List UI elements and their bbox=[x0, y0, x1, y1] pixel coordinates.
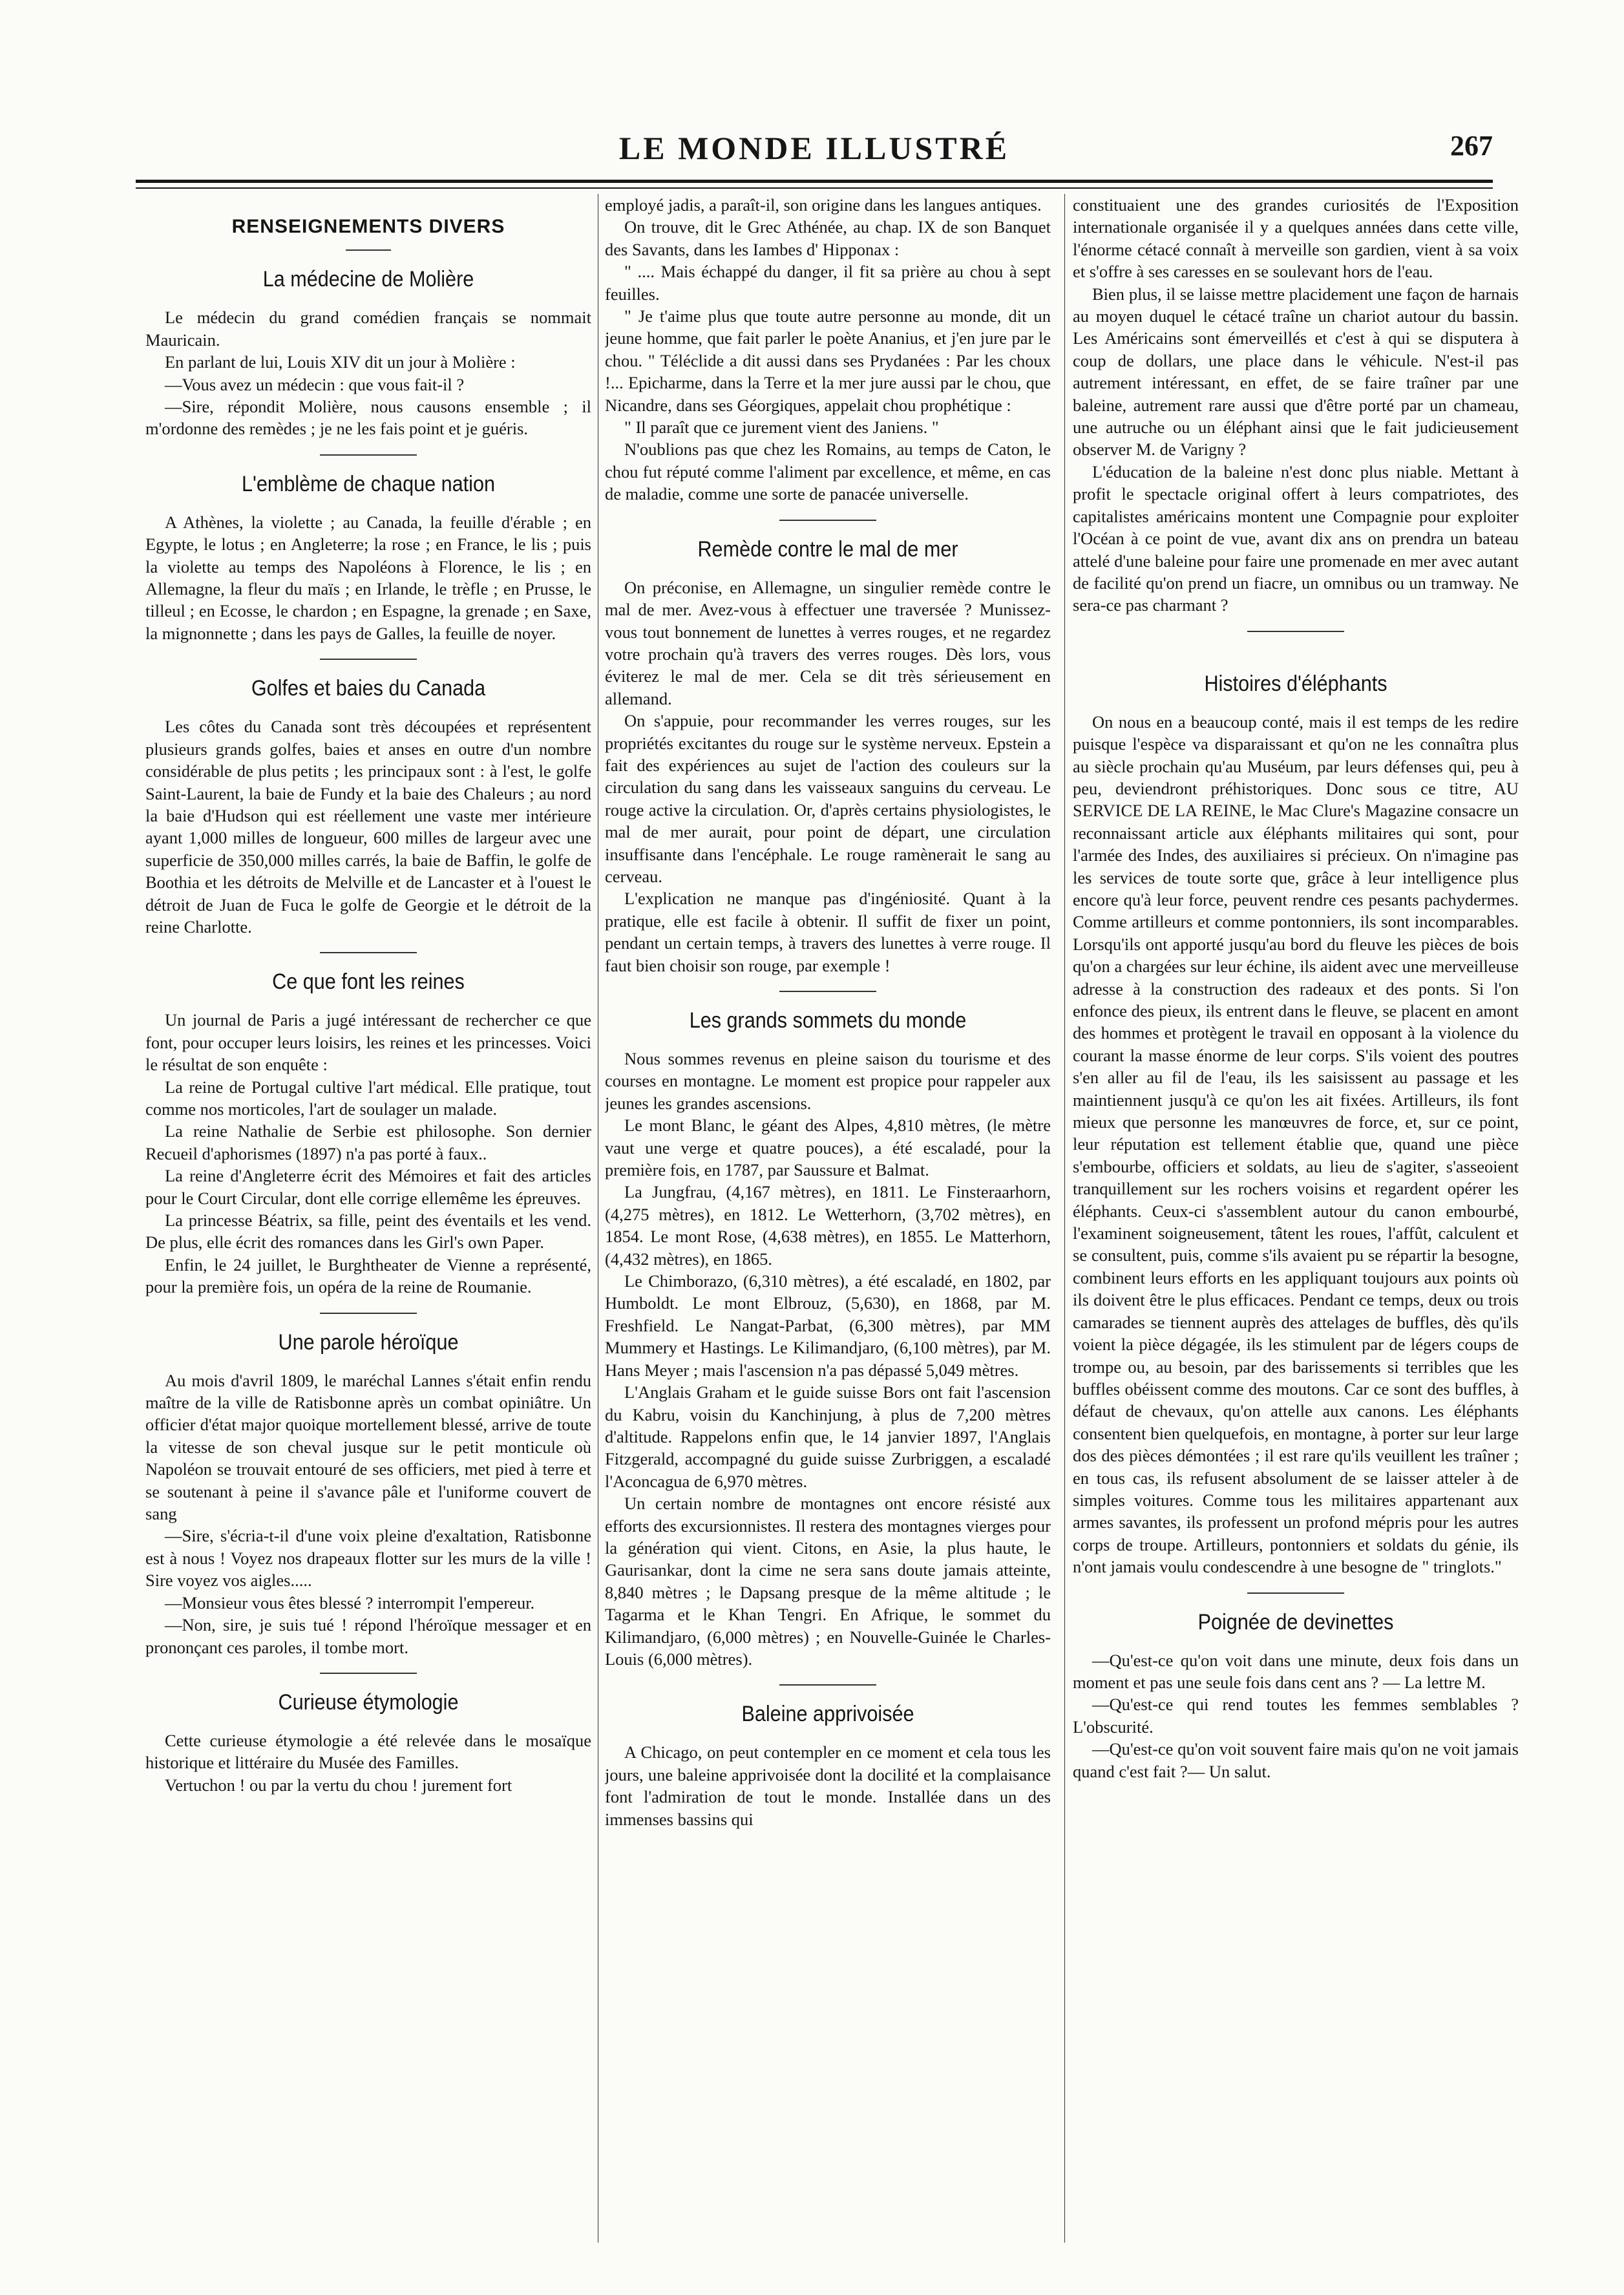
article-title: Poignée de devinettes bbox=[1197, 1609, 1394, 1634]
article-paragraph: L'éducation de la baleine n'est donc plus niable. Mettant à profit le spectacle original offert à leurs compatriotes, des capitalistes américains montent une Compagnie pour exploiter l'Océan à ce point de vue, avant dix ans on prendra un bateau attelé d'une baleine pour faire une promenade en mer avec autant de facilité qu'on prend un fiacre, un omnibus ou un tramway. Ne sera-ce pas charmant ? bbox=[1073, 461, 1519, 615]
article-paragraph: —Qu'est-ce qui rend toutes les femmes semblables ? L'obscurité. bbox=[1073, 1695, 1519, 1737]
article-paragraph: —Monsieur vous êtes blessé ? interrompit l'empereur. bbox=[165, 1592, 535, 1613]
masthead bbox=[136, 129, 1493, 175]
article-paragraph: Bien plus, il se laisse mettre placidement une façon de harnais au moyen duquel le cétacé traîne un chariot autour du bassin. Les Américains sont émerveillés et c'est à qui se disputera à coup de dollars, une place dans le véhicule. N'est-il pas autrement intéressant, en effet, de se faire traîner par une baleine, autrement rare aussi que d'être porté par un chameau, une autruche ou un éléphant ainsi que le fait judicieusement observer M. de Varigny ? bbox=[1073, 284, 1519, 460]
separator bbox=[320, 1673, 417, 1674]
article-title: Remède contre le mal de mer bbox=[697, 536, 958, 562]
article-paragraph: La reine d'Angleterre écrit des Mémoires et fait des articles pour le Court Circular, dont elle corrige ellemême les épreuves. bbox=[145, 1166, 591, 1208]
article-paragraph: Les côtes du Canada sont très découpées et représentent plusieurs grands golfes, baies et anses en outre d'un nombre considérable de plus petits ; les principaux sont : à l'est, le golfe Saint-Laurent, la baie de Fundy et la baie des Chaleurs ; au nord la baie d'Hudson qui est réellement une vaste mer intérieure ayant 1,000 milles de longueur, 600 milles de largeur avec une superficie de 350,000 milles carrés, la baie de Baffin, le golfe de Boothia et les détroits de Melville et de Lancaster et à l'ouest le détroit de Juan de Fuca le golfe de Georgie et le détroit de la reine Charlotte. bbox=[145, 717, 591, 936]
article-title: Ce que font les reines bbox=[272, 969, 465, 995]
column-divider bbox=[1064, 194, 1065, 2243]
article-paragraph: En parlant de lui, Louis XIV dit un jour à Molière : bbox=[165, 352, 516, 372]
article-paragraph: La Jungfrau, (4,167 mètres), en 1811. Le Finsteraarhorn, (4,275 mètres), en 1812. Le Wetterhorn, (3,702 mètres), en 1854. Le mont Rose, (4,638 mètres), en 1855. Le Matterhorn, (4,432 mètres), en 1865. bbox=[605, 1182, 1051, 1269]
article-paragraph: On préconise, en Allemagne, un singulier remède contre le mal de mer. Avez-vous à effectuer une traversée ? Munissez-vous tout bonnement de lunettes à verres rouges, et ne regardez votre prochain qu'à travers des verres rouges. Dès lors, vous éviterez le mal de mer. Cela se dit très sérieusement en allemand. bbox=[605, 577, 1051, 708]
article-paragraph: Un journal de Paris a jugé intéressant de rechercher ce que font, pour occuper leurs loisirs, les reines et les princesses. Voici le résultat de son enquête : bbox=[145, 1010, 591, 1075]
article-paragraph: Un certain nombre de montagnes ont encore résisté aux efforts des excursionnistes. Il restera des montagnes vierges pour la génération qui vient. Citons, en Asie, la plus haute, le Gaurisankar, dont la cime ne sera sans doute jamais atteinte, 8,840 mètres ; le Dapsang presque de la même altitude ; le Tagarma et le Khan Tengri. En Afrique, le sommet du Kilimandjaro, (6,000 mètres) ; en Nouvelle-Guinée le Charles-Louis (6,000 mètres). bbox=[605, 1494, 1051, 1669]
article-paragraph: La reine de Portugal cultive l'art médical. Elle pratique, tout comme nos morticoles, l'art de soulager un malade. bbox=[145, 1077, 591, 1119]
article-paragraph: Nous sommes revenus en pleine saison du tourisme et des courses en montagne. Le moment est propice pour rappeler aux jeunes les grandes ascensions. bbox=[605, 1049, 1051, 1113]
column-1 bbox=[145, 194, 591, 2247]
separator bbox=[320, 659, 417, 660]
article-title: Une parole héroïque bbox=[278, 1329, 459, 1355]
separator bbox=[779, 991, 876, 992]
article-paragraph: Au mois d'avril 1809, le maréchal Lannes s'était enfin rendu maître de la ville de Ratisbonne après un combat opiniâtre. Un officier d'état major quoique mortellement blessé, arrive de toute la vitesse de son cheval jusque sur le petit monticule où Napoléon se trouvait entouré de ses officiers, met pied à terre et se soutenant à peine il s'avance pâle et l'uniforme couvert de sang bbox=[145, 1370, 591, 1524]
masthead-rule-thin bbox=[136, 187, 1493, 189]
masthead-title: LE MONDE ILLUSTRÉ bbox=[618, 130, 1010, 166]
article-paragraph: " .... Mais échappé du danger, il fit sa prière au chou à sept feuilles. bbox=[605, 262, 1051, 304]
article-title: Golfes et baies du Canada bbox=[251, 676, 486, 701]
article-paragraph: Le mont Blanc, le géant des Alpes, 4,810 mètres, (le mètre vaut une verge et quatre pouces), a été escaladé, pour la première fois, en 1787, par Saussure et Balmat. bbox=[605, 1116, 1051, 1180]
article-paragraph: " Il paraît que ce jurement vient des Janiens. " bbox=[624, 418, 939, 438]
article-paragraph: employé jadis, a paraît-il, son origine dans les langues antiques. bbox=[605, 195, 1042, 215]
page-number: 267 bbox=[1450, 130, 1493, 162]
column-2 bbox=[605, 194, 1051, 2247]
separator bbox=[779, 1684, 876, 1686]
article-paragraph: —Qu'est-ce qu'on voit souvent faire mais qu'on ne voit jamais quand c'est fait ?— Un salut. bbox=[1073, 1739, 1519, 1781]
section-title: RENSEIGNEMENTS DIVERS bbox=[231, 216, 505, 237]
article-title: Baleine apprivoisée bbox=[741, 1702, 914, 1727]
article-paragraph: " Je t'aime plus que toute autre personne au monde, dit un jeune homme, que fait parler le poète Ananius, et j'en jure par le chou. " Téléclide a dit aussi dans ses Prydanées : Par les choux !... Epicharme, dans la Terre et la mer jure aussi par le chou, que Nicandre, dans ses Géorgiques, appelait chou prophétique : bbox=[605, 306, 1051, 415]
article-paragraph: —Non, sire, je suis tué ! répond l'héroïque messager et en prononçant ces paroles, il tombe mort. bbox=[145, 1615, 591, 1657]
masthead-rule bbox=[136, 180, 1493, 183]
article-paragraph: —Sire, répondit Molière, nous causons ensemble ; il m'ordonne des remèdes ; je ne les fais point et je guéris. bbox=[145, 397, 591, 439]
article-paragraph: N'oublions pas que chez les Romains, au temps de Caton, le chou fut réputé comme l'aliment par excellence, et même, en cas de maladie, comme une sorte de panacée universelle. bbox=[605, 439, 1051, 504]
separator bbox=[1247, 1592, 1344, 1594]
article-paragraph: A Chicago, on peut contempler en ce moment et cela tous les jours, une baleine apprivoisée dont la docilité et la complaisance font l'admiration de tout le monde. Installée dans un des immenses bassins qui bbox=[605, 1742, 1051, 1829]
article-paragraph: Enfin, le 24 juillet, le Burghtheater de Vienne a représenté, pour la première fois, un opéra de la reine de Roumanie. bbox=[145, 1254, 591, 1297]
article-title: Curieuse étymologie bbox=[278, 1689, 459, 1715]
separator bbox=[320, 952, 417, 953]
article-paragraph: constituaient une des grandes curiosités de l'Exposition internationale organisée il y a quelques années dans cette ville, l'énorme cétacé connaît à merveille son gardien, vient à sa voix et s'offre à ses caresses en se soulevant hors de l'eau. bbox=[1073, 195, 1519, 282]
article-paragraph: —Qu'est-ce qu'on voit dans une minute, deux fois dans un moment et pas une seule fois dans cent ans ? — La lettre M. bbox=[1073, 1650, 1519, 1692]
article-paragraph: On s'appuie, pour recommander les verres rouges, sur les propriétés excitantes du rouge sur le système nerveux. Epstein a fait des expériences au sujet de l'action des couleurs sur la circulation du sang dans les vaisseaux sanguins du cerveau. Le rouge active la circulation. Or, d'après certains physiologistes, le mal de mer aurait, pour point de départ, une circulation insuffisante dans l'encéphale. Le rouge ramènerait le sang au cerveau. bbox=[605, 711, 1051, 886]
article-title: L'emblème de chaque nation bbox=[241, 471, 496, 496]
article-paragraph: La reine Nathalie de Serbie est philosophe. Son dernier Recueil d'aphorismes (1897) n'a pas porté à faux.. bbox=[145, 1121, 591, 1163]
article-paragraph: Le Chimborazo, (6,310 mètres), a été escaladé, en 1802, par Humboldt. Le mont Elbrouz, (5,630), en 1868, par M. Freshfield. Le Nangat-Parbat, (6,300 mètres), par MM Mummery et Hastings. Le Kilimandjaro, (6,100 mètres), par M. Hans Meyer ; mais l'ascension n'a pas dépassé 5,049 mètres. bbox=[605, 1271, 1051, 1380]
article-paragraph: A Athènes, la violette ; au Canada, la feuille d'érable ; en Egypte, le lotus ; en Angleterre; la rose ; en France, le lis ; puis la violette au temps des Napoléons à Florence, le lis ; en Allemagne, la fleur du maïs ; en Irlande, le trèfle ; en Prusse, le tilleul ; en Ecosse, le chardon ; en Espagne, la grenade ; en Saxe, la mignonnette ; dans les pays de Galles, la feuille de noyer. bbox=[145, 512, 591, 643]
article-paragraph: La princesse Béatrix, sa fille, peint des éventails et les vend. De plus, elle écrit des romances dans les Girl's own Paper. bbox=[145, 1211, 591, 1253]
separator bbox=[320, 454, 417, 456]
article-paragraph: L'explication ne manque pas d'ingéniosité. Quant à la pratique, elle est facile à obtenir. Il suffit de fixer un point, pendant un certain temps, à travers des lunettes à verre rouge. Il faut bien choisir son rouge, par exemple ! bbox=[605, 889, 1051, 975]
article-title: La médecine de Molière bbox=[262, 267, 474, 292]
article-title: Les grands sommets du monde bbox=[689, 1008, 967, 1033]
separator bbox=[1247, 631, 1344, 632]
article-paragraph: L'Anglais Graham et le guide suisse Bors ont fait l'ascension du Kabru, voisin du Kanchinjung, à plus de 7,200 mètres d'altitude. Rappelons enfin que, le 14 janvier 1897, l'Anglais Fitzgerald, accompagné du guide suisse Zurbriggen, a escaladé l'Aconcagua de 6,970 mètres. bbox=[605, 1382, 1051, 1491]
article-paragraph: Cette curieuse étymologie a été relevée dans le mosaïque historique et littéraire du Musée des Familles. bbox=[145, 1730, 591, 1773]
article-paragraph: On nous en a beaucoup conté, mais il est temps de les redire puisque l'espèce va disparaissant et qu'on ne les connaîtra plus au siècle prochain qu'au Muséum, par leurs défenses qui, peu à peu, deviendront préhistoriques. Donc sous ce titre, AU SERVICE DE LA REINE, le Mac Clure's Magazine consacre un reconnaissant article aux éléphants militaires qui sont, pour l'armée des Indes, des auxiliaires si précieux. On n'imagine pas les services de toute sorte que, grâce à leur intelligence plus encore qu'à leur force, peuvent rendre ces pesants pachydermes. Comme artilleurs et comme pontonniers, ils sont incomparables. Lorsqu'ils ont apporté jusqu'au bord du fleuve les pièces de bois qu'on a chargées sur leur échine, ils aident avec une merveilleuse adresse à la construction des radeaux et des ponts. Si l'on enfonce des pieux, ils entrent dans le fleuve, se placent en amont des hommes et protègent le travail en opposant à la violence du courant la masse énorme de leur corps. S'ils voient des poutres s'en aller au fil de l'eau, ils les saisissent au passage et les maintiennent jusqu'à ce qu'on les ait fixées. Artilleurs, ils font mieux que personne les manœuvres de force, et, sur ce point, leur réputation est tellement établie que, quand une pièce s'embourbe, officiers et soldats, au lieu de s'agiter, s'asseoient tranquillement sur les rochers voisins et regardent opérer les éléphants. Ceux-ci s'assemblent autour du canon embourbé, l'examinent soigneusement, tâtent les roues, l'affût, calculent et se consultent, puis, comme s'ils avaient pu se répartir la besogne, combinent leurs efforts en les appliquant toujours aux points où ils doivent être le plus efficaces. Pendant ce temps, deux ou trois camarades se tiennent auprès des attelages de buffles, dès qu'ils voient la pièce dégagée, ils les stimulent par de légers coups de trompe ou, au besoin, par des barissements si terribles que les buffles obéissent comme des moutons. Car ce sont des buffles, à défaut de chevaux, qu'on attelle aux canons. Les éléphants consentent bien quelquefois, en montagne, à porter sur leur large dos des pièces démontées ; il est rare qu'ils veuillent les traîner ; en tous cas, ils refusent absolument de se laisser atteler à de simples voitures. Comme tous les militaires appartenant aux armes savantes, ils professent un profond mépris pour les autres corps de troupe. Artilleurs, pontonniers et soldats du génie, ils n'ont jamais voulu condescendre à une besogne de " tringlots." bbox=[1073, 712, 1519, 1577]
article-paragraph: Le médecin du grand comédien français se nommait Mauricain. bbox=[145, 308, 591, 350]
article-paragraph: —Sire, s'écria-t-il d'une voix pleine d'exaltation, Ratisbonne est à nous ! Voyez nos drapeaux flotter sur les murs de la ville ! Sire voyez vos aigles..... bbox=[145, 1526, 591, 1591]
article-paragraph: Vertuchon ! ou par la vertu du chou ! jurement fort bbox=[165, 1775, 512, 1795]
article-title: Histoires d'éléphants bbox=[1204, 671, 1387, 696]
separator bbox=[346, 249, 391, 251]
article-paragraph: On trouve, dit le Grec Athénée, au chap. IX de son Banquet des Savants, dans les Iambes d' Hipponax : bbox=[605, 217, 1051, 259]
separator bbox=[320, 1313, 417, 1314]
separator bbox=[779, 520, 876, 521]
column-3 bbox=[1073, 194, 1519, 2247]
article-paragraph: —Vous avez un médecin : que vous fait-il ? bbox=[165, 374, 465, 394]
